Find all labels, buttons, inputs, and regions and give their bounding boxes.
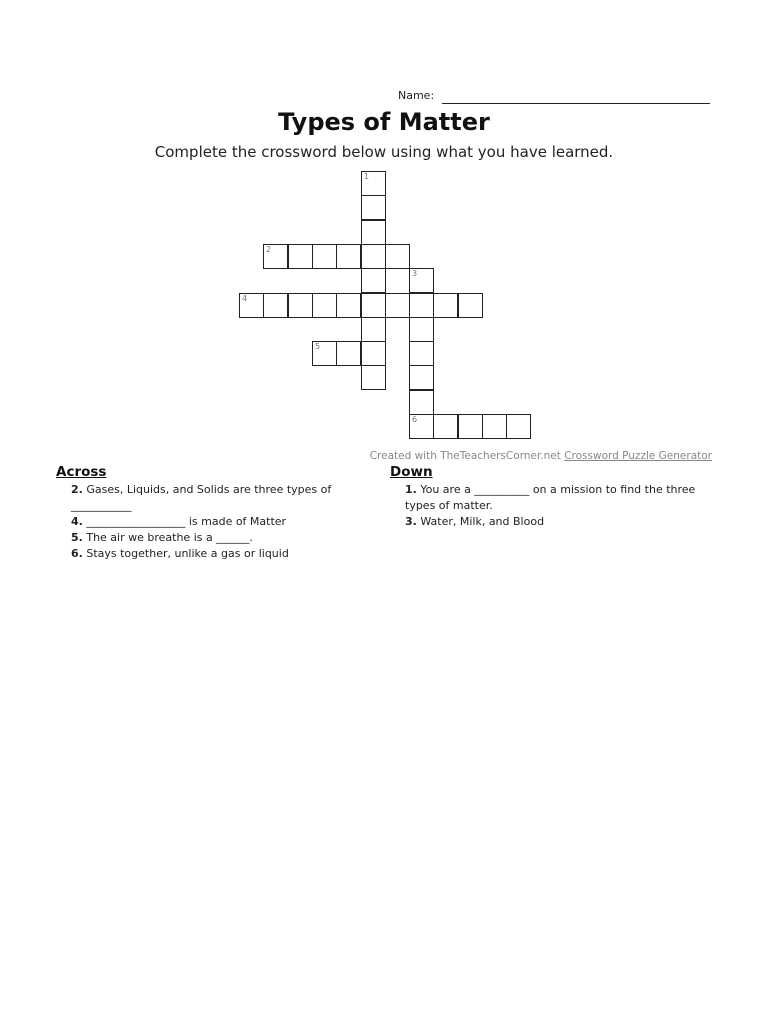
down-clue (390, 482, 700, 514)
crossword-cell[interactable] (361, 341, 386, 366)
crossword-cell[interactable] (458, 414, 483, 439)
crossword-cell[interactable] (263, 244, 288, 269)
name-label: Name: (398, 89, 435, 102)
crossword-cell[interactable] (312, 293, 337, 318)
clue-number-label: 5 (315, 342, 321, 351)
crossword-cell[interactable] (361, 220, 386, 245)
crossword-cell[interactable] (312, 244, 337, 269)
clue-text: __________________ is made of Matter (86, 515, 287, 528)
crossword-cell[interactable] (506, 414, 531, 439)
crossword-cell[interactable] (409, 317, 434, 342)
crossword-cell[interactable] (482, 414, 507, 439)
crossword-cell[interactable] (336, 293, 361, 318)
crossword-cell[interactable] (288, 244, 313, 269)
clue-number: 3. (405, 515, 417, 528)
crossword-cell[interactable] (433, 414, 458, 439)
crossword-cell[interactable] (361, 365, 386, 390)
crossword-cell[interactable] (361, 268, 386, 293)
crossword-cell[interactable] (288, 293, 313, 318)
clue-text: You are a __________ on a mission to find the three types of matter. (405, 483, 696, 512)
down-clues (390, 464, 700, 530)
crossword-cell[interactable] (239, 293, 264, 318)
clue-text: Water, Milk, and Blood (420, 515, 545, 528)
crossword-cell[interactable] (361, 244, 386, 269)
crossword-cell[interactable] (361, 293, 386, 318)
clue-number-label: 1 (364, 172, 370, 181)
clue-number: 5. (71, 531, 83, 544)
clue-number: 4. (71, 515, 83, 528)
clue-number-label: 3 (412, 269, 418, 278)
crossword-cell[interactable] (409, 390, 434, 415)
crossword-cell[interactable] (409, 268, 434, 293)
down-heading: Down (390, 464, 433, 480)
clue-number: 2. (71, 483, 83, 496)
clue-number: 6. (71, 547, 83, 560)
crossword-cell[interactable] (336, 341, 361, 366)
crossword-cell[interactable] (458, 293, 483, 318)
crossword-cell[interactable] (361, 195, 386, 220)
crossword-cell[interactable] (361, 171, 386, 196)
crossword-cell[interactable] (409, 414, 434, 439)
crossword-cell[interactable] (263, 293, 288, 318)
clue-text: The air we breathe is a ______. (86, 531, 253, 544)
crossword-cell[interactable] (312, 341, 337, 366)
crossword-cell[interactable] (409, 293, 434, 318)
crossword-cell[interactable] (409, 365, 434, 390)
crossword-cell[interactable] (385, 244, 410, 269)
across-heading: Across (56, 464, 107, 480)
clue-number-label: 4 (242, 294, 248, 303)
across-clues (56, 464, 366, 562)
clue-number: 1. (405, 483, 417, 496)
clue-text: Stays together, unlike a gas or liquid (86, 547, 289, 560)
page-subtitle: Complete the crossword below using what you have learned. (154, 143, 614, 161)
crossword-grid (0, 0, 768, 450)
credit-line (370, 450, 712, 462)
credit-text: Created with TheTeachersCorner.net (369, 450, 565, 462)
clue-number-label: 2 (266, 245, 272, 254)
clue-number-label: 6 (412, 415, 418, 424)
across-clue (56, 482, 366, 514)
crossword-cell[interactable] (385, 293, 410, 318)
crossword-cell[interactable] (361, 317, 386, 342)
across-clue (56, 546, 366, 562)
crossword-cell[interactable] (336, 244, 361, 269)
page-title: Types of Matter (278, 108, 490, 136)
crossword-cell[interactable] (409, 341, 434, 366)
across-clue (56, 514, 366, 530)
down-clue (390, 514, 700, 530)
across-clue (56, 530, 366, 546)
crossword-cell[interactable] (433, 293, 458, 318)
generator-link[interactable]: Crossword Puzzle Generator (564, 450, 712, 462)
clue-text: Gases, Liquids, and Solids are three types of ___________ (71, 483, 332, 512)
